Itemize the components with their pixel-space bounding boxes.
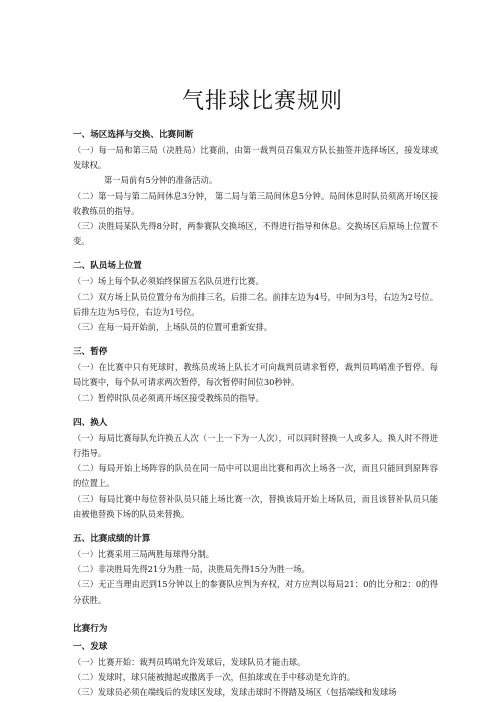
- paragraph: （二）每局开始上场阵容的队员在同一局中可以退出比赛和再次上场各一次，而且只能回到原阵容的位置上。: [73, 463, 438, 489]
- section-scoring: [73, 532, 438, 608]
- paragraph: （一）比赛采用三局两胜每球得分制。: [73, 549, 215, 560]
- section-venue-selection: [73, 128, 438, 249]
- paragraph: （二）第一局与第二局间休息3分钟， 第二局与第三局间休息5分钟。局间休息时队员须离开场区接收教练员的指导。: [73, 190, 438, 216]
- paragraph: （二）暂停时队员必须离开场区接受教练员的指导。: [73, 392, 264, 403]
- paragraph: （二）双方场上队员位置分布为前排三名，后排二名。前排左边为4号，中间为3号，右边为2号位。后排左边为5号位，右边为1号位。: [73, 291, 438, 317]
- paragraph: （三）无正当理由迟到15分钟以上的参赛队应判为弃权，对方应判以每局21：0的比分和2：0的得分获胜。: [73, 579, 438, 605]
- paragraph: （三）每局比赛中每位替补队员只能上场比赛一次，替换该局开始上场队员，而且该替补队员只能由被他替换下场的队员来替换。: [73, 493, 438, 519]
- section-serve: [73, 640, 438, 701]
- section-heading: 五、比赛成绩的计算: [73, 534, 151, 545]
- paragraph: （二）非决胜局先得21分为胜一局，决胜局先得15分为胜一场。: [73, 564, 310, 575]
- section-heading: 一、发球: [73, 641, 108, 652]
- paragraph: （三）在每一局开始前，上场队员的位置可重新安排。: [73, 322, 273, 333]
- paragraph: （一）在比赛中只有死球时，教练员或场上队长才可向裁判员请求暂停，裁判员鸣哨准予暂停。每局比赛中，每个队可请求两次暂停，每次暂停时间位30秒钟。: [73, 362, 438, 388]
- section-timeout: [73, 345, 438, 406]
- paragraph: （一）每一局和第三局（决胜局）比赛前，由第一裁判员召集双方队长抽签并选择场区，接发球或发球权。: [73, 145, 438, 171]
- section-heading: 三、暂停: [73, 347, 108, 358]
- paragraph: 第一局前有5分钟的准备活动。: [104, 175, 218, 186]
- paragraph: （三）决胜局某队先得8分时，两参赛队交换场区，不得进行指导和休息。交换场区后原场上位置不变。: [73, 221, 438, 247]
- section-substitution: [73, 416, 438, 522]
- section-heading: 四、换人: [73, 417, 108, 428]
- paragraph: （一）场上每个队必须始终保留五名队员进行比赛。: [73, 276, 264, 287]
- section-player-positions: [73, 259, 438, 335]
- paragraph: （一）每局比赛每队允许换五人次（一上一下为一人次），可以同时替换一人或多人。换人时不得进行指导。: [73, 432, 438, 459]
- paragraph: （三）发球员必须在端线后的发球区发球，发球击球时不得踏及场区（包括端线和发球场: [73, 687, 397, 698]
- paragraph: （二）发球时，球只能被抛起或撒离手一次，但拍球或在手中移动是允许的。: [73, 672, 356, 683]
- paragraph: （一）比赛开始：裁判员鸣哨允许发球后，发球队员才能击球。: [73, 656, 306, 667]
- document-title: 气排球比赛规则: [181, 89, 343, 114]
- conduct-heading: 比赛行为: [73, 623, 108, 634]
- section-heading: 二、队员场上位置: [73, 261, 142, 272]
- section-heading: 一、场区选择与交换、比赛间断: [73, 130, 194, 140]
